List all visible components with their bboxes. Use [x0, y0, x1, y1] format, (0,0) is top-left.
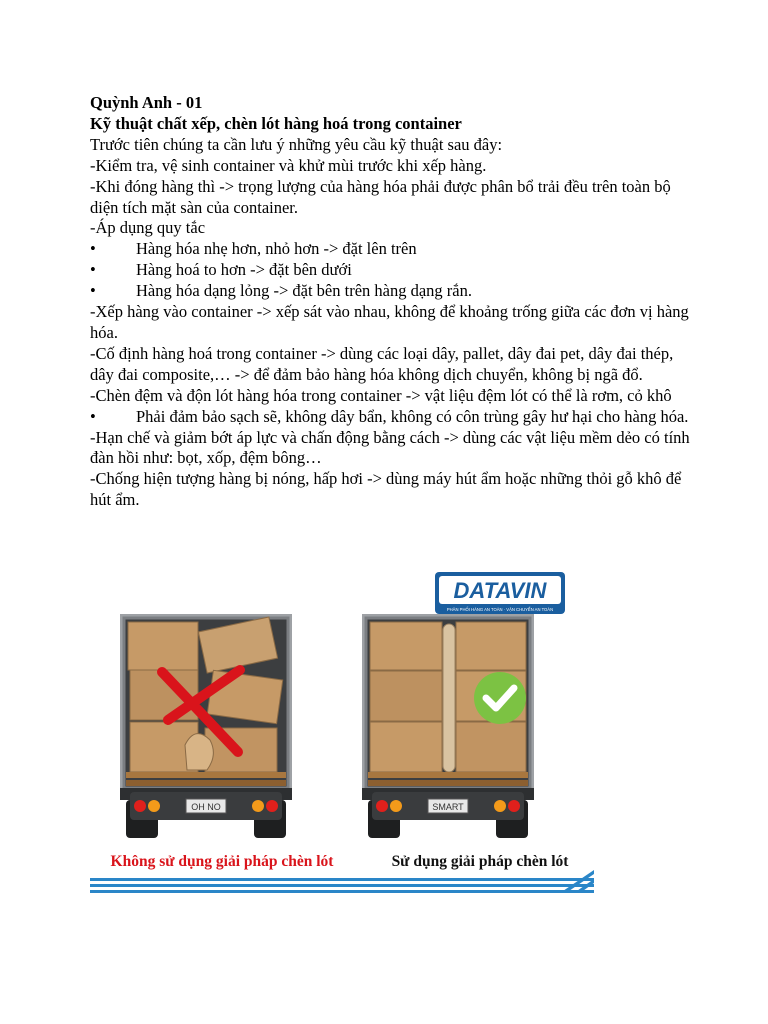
bullet-text: Hàng hóa nhẹ hơn, nhỏ hơn -> đặt lên trên [136, 239, 417, 259]
bullet-marker: • [90, 260, 96, 280]
document-title: Kỹ thuật chất xếp, chèn lót hàng hoá trong container [90, 113, 462, 133]
logo-tagline: PHÂN PHỐI HÀNG AN TOÀN · VẬN CHUYỂN AN TOÀN [446, 607, 554, 612]
footer-stripes [90, 870, 594, 893]
paragraph: -Kiểm tra, vệ sinh container và khử mùi trước khi xếp hàng. [90, 155, 487, 175]
bullet-item [90, 239, 690, 260]
bullet-marker: • [90, 406, 96, 426]
truck-unsecured [120, 614, 292, 838]
paragraph: -Xếp hàng vào container -> xếp sát vào nhau, không để khoảng trống giữa các đơn vị hàng hóa. [90, 302, 689, 342]
bullet-marker: • [90, 281, 96, 301]
paragraph-list [90, 135, 690, 511]
datavin-logo [435, 572, 565, 614]
paragraph: -Chống hiện tượng hàng bị nóng, hấp hơi -> dùng máy hút ẩm hoặc những thỏi gỗ khô để hút ẩm. [90, 469, 682, 510]
right-license-plate: SMART [432, 802, 464, 812]
bullet-text: Hàng hóa dạng lỏng -> đặt bên trên hàng dạng rắn. [136, 281, 472, 301]
paragraph: -Áp dụng quy tắc [90, 218, 206, 238]
paragraph: -Cố định hàng hoá trong container -> dùng các loại dây, pallet, dây đai pet, dây đai thép, dây đai composite,… -> để đảm bảo hàng hóa không dịch chuyển, không bị ngã đổ. [90, 343, 674, 384]
paragraph: -Hạn chế và giảm bớt áp lực và chấn động bằng cách -> dùng các vật liệu mềm dẻo có tính đàn hồi như: bọt, xốp, đệm bông… [90, 427, 690, 468]
truck-secured [362, 614, 534, 838]
left-license-plate: OH NO [191, 802, 221, 812]
bullet-marker: • [90, 239, 96, 259]
logo-text: DATAVIN [453, 578, 547, 603]
author-line: Quỳnh Anh - 01 [90, 93, 203, 112]
bullet-item [90, 407, 690, 428]
paragraph: Trước tiên chúng ta cần lưu ý những yêu cầu kỹ thuật sau đây: [90, 134, 503, 154]
paragraph: -Chèn đệm và độn lót hàng hóa trong container -> vật liệu đệm lót có thể là rơm, cỏ khô [90, 385, 672, 405]
document-body [90, 93, 690, 511]
bullet-item [90, 260, 690, 281]
bullet-text: Phải đảm bảo sạch sẽ, không dây bẩn, không có côn trùng gây hư hại cho hàng hóa. [136, 406, 689, 426]
bullet-text: Hàng hoá to hơn -> đặt bên dưới [136, 260, 352, 280]
cargo-illustration [90, 570, 594, 895]
check-mark-icon [474, 672, 526, 724]
paragraph: -Khi đóng hàng thì -> trọng lượng của hàng hóa phải được phân bổ trải đều trên toàn bộ diện tích mặt sàn của container. [90, 176, 671, 217]
bullet-item [90, 281, 690, 302]
right-caption: Sử dụng giải pháp chèn lót [391, 853, 569, 870]
left-caption: Không sử dụng giải pháp chèn lót [110, 853, 334, 870]
